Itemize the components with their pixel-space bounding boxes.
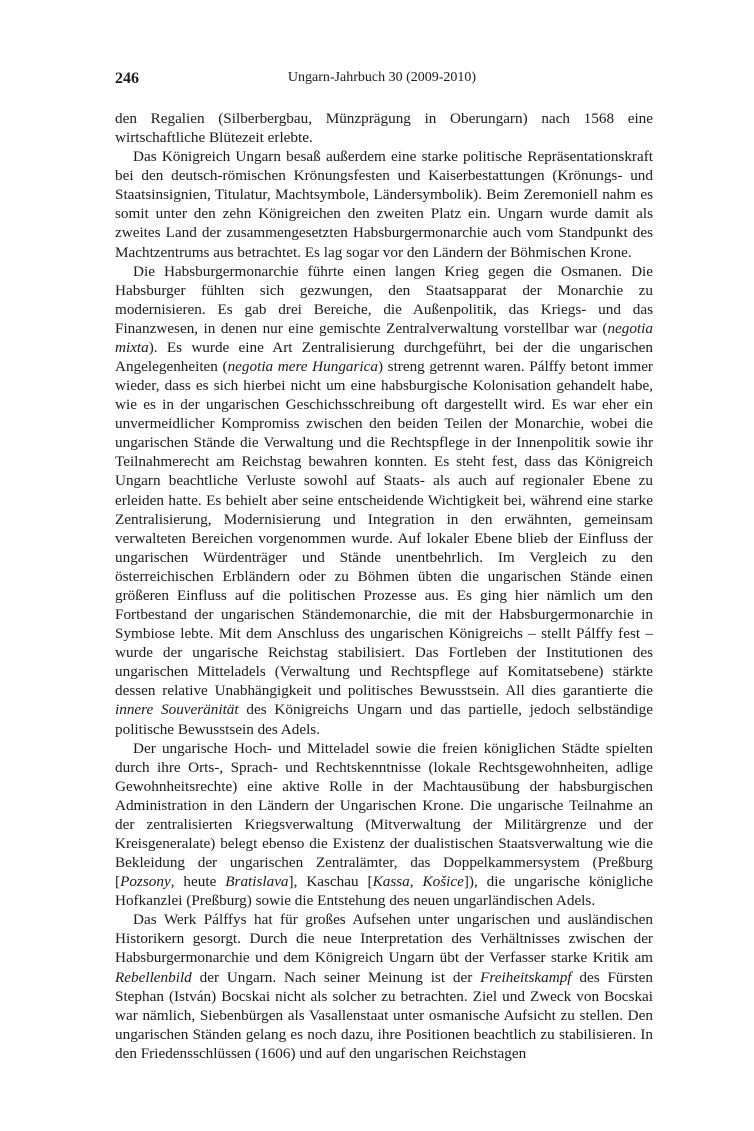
- text-run: ) streng getrennt waren. Pálffy betont immer wieder, dass es sich hierbei nicht um eine habsburgische Kolonisation gehandelt habe, wie es in der ungarischen Geschichsschreibung oft dargestellt wird. Es war eher ein unvermeidlicher Kompromiss zwischen den beiden Teilen der Monarchie, wobei die ungarischen Stände die Verwaltung und die Rechtspflege in der Innenpolitik sowie ihr Teilnahmerecht am Reichstag bewahren konnten. Es steht fest, dass das Königreich Ungarn beachtliche Verluste sowohl auf Staats- als auch auf regionaler Ebene zu erleiden hatte. Es behielt aber seine entscheidende Wichtigkeit bei, während eine starke Zentralisierung, Modernisierung und Integration in den erwähnten, gemeinsam verwalteten Bereichen vorgenommen wurde. Auf lokaler Ebene blieb der Einfluss der ungarischen Würdenträger und Stände unentbehrlich. Im Vergleich zu den österreichischen Erbländern oder zu Böhmen übten die ungarischen Stände einen größeren Einfluss auf die politischen Prozesse aus. Es ging hier nämlich um den Fortbestand der ungarischen Ständemonarchie, die mit der Habsburgermonarchie in Symbiose lebte. Mit dem Anschluss des ungarischen Königreichs – stellt Pálffy fest – wurde der ungarische Reichstag stabilisiert. Das Fortleben der Institutionen des ungarischen Mitteladels (Verwaltung und Rechtspflege auf Komitatsebene) stärkte dessen relative Unabhängigkeit und politisches Bewusstsein. All dies garantierte die: [115, 358, 653, 700]
- italic-term: Rebellenbild: [115, 968, 192, 986]
- paragraph-5: [115, 910, 653, 1063]
- text-run: Das Königreich Ungarn besaß außerdem eine starke politische Repräsentationskraft bei den deutsch-römischen Krönungsfesten und Kaiserbestattungen (Krönungs- und Staatsinsignien, Titulatur, Machtsymbole, Ländersymbolik). Beim Zeremoniell nahm es somit unter den zehn Königreichen den zweiten Platz ein. Ungarn wurde damit als zweites Land der zusammengesetzten Habsburgermonarchie auch vom Standpunkt des Machtzentrums aus betrachtet. Es lag sogar vor den Ländern der Böhmischen Krone.: [115, 148, 653, 261]
- text-run: des Königreichs Ungarn und das partielle, jedoch selbständige politische Bewusstsein des Adels.: [115, 701, 653, 738]
- text-run: Das Werk Pálffys hat für großes Aufsehen unter ungarischen und ausländischen Historikern gesorgt. Durch die neue Interpretation des Verhältnisses zwischen der Habsburgermonarchie und dem Königreich Ungarn übt der Verfasser starke Kritik am: [115, 911, 653, 967]
- italic-term: negotia mere Hungarica: [227, 358, 378, 376]
- italic-term: Košice: [422, 873, 464, 891]
- text-run: Die Habsburgermonarchie führte einen langen Krieg gegen die Osmanen. Die Habsburger fühlten sich gezwungen, den Staatsapparat der Monarchie zu modernisieren. Es gab drei Bereiche, die Außenpolitik, das Kriegs- und das Finanzwesen, in denen nur eine gemischte Zentralverwaltung vorstellbar war (: [115, 262, 653, 337]
- italic-term: negotia mixta: [115, 319, 653, 356]
- paragraph-2: [115, 147, 653, 261]
- italic-term: Pozsony: [120, 873, 171, 891]
- text-run: Der ungarische Hoch- und Mitteladel sowie die freien königlichen Städte spielten durch ihre Orts-, Sprach- und Rechtskenntnisse (lokale Rechtsgewohnheiten, adlige Gewohnheitsrechte) eine aktive Rolle in der Machtausübung der habsburgischen Administration in den Ländern der Ungarischen Krone. Die ungarische Teilnahme an der zentralisierten Kriegsverwaltung (Mitverwaltung der Militärgrenze und der Kreisgeneralate) belegt ebenso die Existenz der dualistischen Staatsverwaltung wie die Bekleidung der ungarischen Zentralämter, das Doppelkammersystem (Preßburg [: [115, 739, 653, 891]
- text-run: , heute: [170, 873, 226, 891]
- italic-term: Freiheitskampf: [480, 968, 572, 986]
- text-run: den Regalien (Silberbergbau, Münzprägung in Oberungarn) nach 1568 eine wirtschaftliche Blütezeit erlebte.: [115, 110, 653, 147]
- italic-term: Kassa: [372, 873, 410, 891]
- text-run: des Fürsten Stephan (István) Bocskai nicht als solcher zu betrachten. Ziel und Zweck von Bocskai war nämlich, Siebenbürgen als Vasallenstaat unter osmanische Aufsicht zu stellen. Den ungarischen Ständen gelang es noch dazu, ihre Positionen beachtlich zu stabilisieren. In den Friedensschlüssen (1606) und auf den ungarischen Reichstagen: [115, 968, 654, 1062]
- text-run: ], Kaschau [: [288, 873, 373, 891]
- page-header: [115, 70, 649, 92]
- text-run: ]), die ungarische königliche Hofkanzlei (Preßburg) sowie die Entstehung des neuen ungarländischen Adels.: [115, 873, 653, 910]
- italic-term: innere Souveränität: [115, 701, 239, 719]
- page-number: 246: [115, 70, 139, 87]
- text-run: ,: [409, 873, 423, 891]
- running-title: Ungarn-Jahrbuch 30 (2009-2010): [287, 70, 477, 85]
- paragraph-1: [115, 109, 653, 147]
- paragraph-3: [115, 262, 653, 739]
- italic-term: Bratislava: [225, 873, 289, 891]
- text-run: der Ungarn. Nach seiner Meinung ist der: [191, 968, 481, 986]
- paragraph-4: [115, 739, 653, 911]
- body-text: [115, 109, 653, 1063]
- text-run: ). Es wurde eine Art Zentralisierung durchgeführt, bei der die ungarischen Angelegenheiten (: [115, 338, 653, 376]
